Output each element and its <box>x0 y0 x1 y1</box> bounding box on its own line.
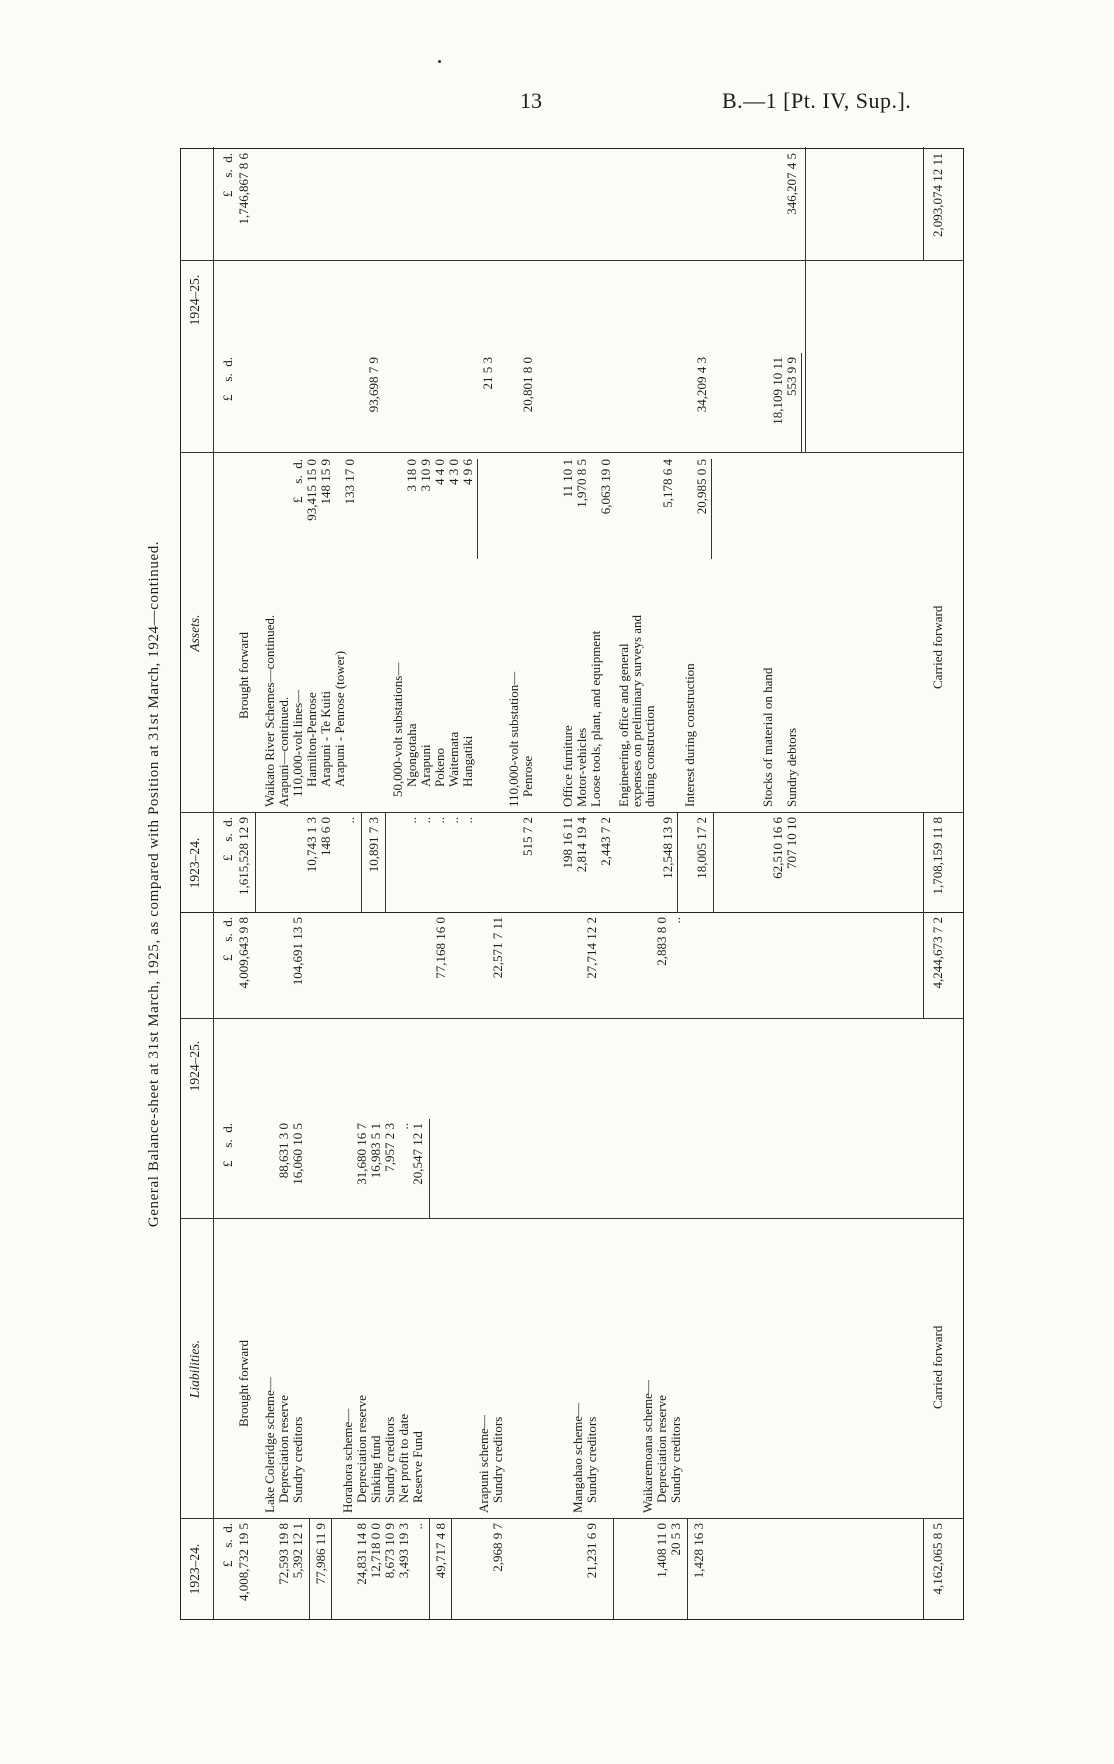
table-cell: 2,883 8 0 <box>654 917 669 966</box>
table-cell: 77,168 16 0 <box>433 917 448 979</box>
table-cell: 3 18 0 <box>404 459 419 492</box>
table-cell: 133 17 0 <box>342 459 357 505</box>
table-cell: 21,231 6 9 <box>584 1523 599 1579</box>
waikato-sub: Arapuni—continued. <box>276 696 291 807</box>
table-cell: Sundry creditors <box>584 1416 599 1503</box>
asset-header-label: Assets. <box>187 614 202 652</box>
table-cell: .. <box>418 817 433 824</box>
currency-header: £ s. d. <box>220 357 235 402</box>
table-cell: 2,968 9 7 <box>490 1523 505 1572</box>
table-cell: 1,970 8 5 <box>574 459 589 508</box>
liab-header-1924: 1923–24. <box>187 1543 202 1595</box>
table-cell: Net profit to date <box>396 1413 411 1503</box>
table-cell: 148 6 0 <box>318 817 333 856</box>
table-cell: 93,415 15 0 <box>304 459 319 521</box>
table-cell: .. <box>460 817 475 824</box>
table-cell: 346,207 4 5 <box>784 153 799 215</box>
table-cell: Sinking fund <box>368 1435 383 1503</box>
table-cell: 72,593 19 8 <box>276 1523 291 1585</box>
table-cell: .. <box>342 817 357 824</box>
currency-header: £ s. d. <box>220 153 235 198</box>
currency-header: £ s. d. <box>220 817 235 862</box>
page-number: 13 <box>520 88 542 113</box>
currency-header: £ s. d. <box>220 1123 235 1168</box>
table-cell: 148 15 9 <box>318 459 333 505</box>
table-cell: Office furniture <box>560 725 575 807</box>
table-cell: 1,408 11 0 <box>654 1523 669 1578</box>
table-cell: 5,178 6 4 <box>660 459 675 508</box>
balance-table <box>180 148 964 1620</box>
table-cell: 49,717 4 8 <box>433 1523 448 1579</box>
liab-bf-label: Brought forward <box>236 1339 251 1427</box>
table-cell: 16,983 5 1 <box>368 1123 383 1179</box>
mangahao-label: Mangahao scheme— <box>570 1402 585 1513</box>
table-cell: Reserve Fund <box>410 1431 425 1503</box>
table-cell: 18,005 17 2 <box>694 817 709 879</box>
table-cell: 2,814 19 4 <box>574 817 589 873</box>
table-cell: 4 3 0 <box>446 459 461 485</box>
table-cell: Sundry creditors <box>490 1416 505 1503</box>
waikato-label: Waikato River Schemes—continued. <box>262 614 277 807</box>
table-cell: 62,510 16 6 <box>770 817 785 879</box>
table-cell: 5,392 12 1 <box>290 1523 305 1579</box>
table-cell: 3,493 19 3 <box>396 1523 411 1579</box>
sheet-title: General Balance-sheet at 31st March, 1925, as compared with Position at 31st March, 1924—continued. <box>146 540 162 1228</box>
table-cell: Sundry creditors <box>382 1416 397 1503</box>
asset-bf-1924: 1,615,528 12 9 <box>236 817 251 895</box>
liab-cf-1924: 4,162,065 8 5 <box>930 1523 945 1595</box>
table-cell: 21 5 3 <box>480 357 495 390</box>
table-cell: 104,691 13 5 <box>290 917 305 986</box>
table-cell: .. <box>410 1523 425 1530</box>
table-cell: .. <box>404 817 419 824</box>
table-cell: 31,680 16 7 <box>354 1123 369 1185</box>
lake-coleridge-label: Lake Coleridge scheme— <box>262 1377 277 1513</box>
liab-cf-label: Carried forward <box>930 1325 945 1409</box>
table-cell: 24,831 14 8 <box>354 1523 369 1585</box>
table-cell: Arapuni - Te Kuiti <box>318 691 333 787</box>
liab-header-1925: 1924–25. <box>187 1040 202 1092</box>
table-cell: 4 9 6 <box>460 459 475 485</box>
asset-header-1924: 1923–24. <box>187 837 202 889</box>
asset-header-1925: 1924–25. <box>187 274 202 326</box>
table-cell: 553 9 9 <box>784 357 799 396</box>
table-cell: Arapuni <box>418 744 433 787</box>
asset-cf-label: Carried forward <box>930 605 945 689</box>
currency-header: £ s. d. <box>220 917 235 962</box>
liab-header-label: Liabilities. <box>187 1339 202 1399</box>
table-cell: Sundry creditors <box>668 1416 683 1503</box>
table-cell: 10,743 1 3 <box>304 817 319 873</box>
table-cell: Interest during construction <box>682 663 697 807</box>
table-cell: .. <box>668 917 683 924</box>
table-cell: 3 10 9 <box>418 459 433 492</box>
table-cell: Waitemata <box>446 731 461 787</box>
table-cell: Hangatiki <box>460 735 475 787</box>
table-cell: 27,714 12 2 <box>584 917 599 979</box>
table-cell: .. <box>396 1123 411 1130</box>
currency-header: £ s. d. <box>220 1523 235 1568</box>
substations-label: 50,000-volt substations— <box>390 662 405 797</box>
table-cell: 4 4 0 <box>432 459 447 485</box>
table-cell: 20,547 12 1 <box>410 1123 425 1185</box>
asset-cf-1924: 1,708,159 11 8 <box>930 817 945 895</box>
table-cell: 20,985 0 5 <box>694 459 709 515</box>
currency-header: £ s. d. <box>290 459 305 504</box>
waikaremoana-label: Waikaremoana scheme— <box>640 1380 655 1513</box>
table-cell: Arapuni - Penrose (tower) <box>332 650 347 787</box>
table-cell: 707 10 10 <box>784 817 799 869</box>
asset-bf-1925: 1,746,867 8 6 <box>236 153 251 225</box>
table-cell: Depreciation reserve <box>354 1395 369 1503</box>
table-cell: Sundry creditors <box>290 1416 305 1503</box>
asset-cf-1925: 2,093,074 12 11 <box>930 153 945 238</box>
table-cell: Depreciation reserve <box>276 1395 291 1503</box>
table-cell: 7,957 2 3 <box>382 1123 397 1172</box>
table-cell: Sundry debtors <box>784 727 799 807</box>
table-cell: .. <box>446 817 461 824</box>
table-cell: 20 5 3 <box>668 1523 683 1556</box>
table-cell: Depreciation reserve <box>654 1395 669 1503</box>
table-cell: 198 16 11 <box>560 817 575 869</box>
table-cell: 2,443 7 2 <box>598 817 613 866</box>
liab-bf-1925: 4,009,643 9 8 <box>236 917 251 989</box>
table-cell: 1,428 16 3 <box>691 1523 706 1579</box>
table-cell: 11 10 1 <box>560 459 575 498</box>
liab-bf-1924: 4,008,732 19 5 <box>236 1523 251 1601</box>
table-cell: 34,209 4 3 <box>694 357 709 413</box>
lines-label: 110,000-volt lines— <box>290 689 305 797</box>
table-cell: Ngongotaha <box>404 723 419 787</box>
arapuni-label: Arapuni scheme— <box>476 1415 491 1513</box>
table-cell: 515 7 2 <box>520 817 535 856</box>
stray-dot <box>438 60 441 63</box>
table-cell: 88,631 3 0 <box>276 1123 291 1179</box>
table-cell: 22,571 7 11 <box>490 917 505 979</box>
liab-cf-1925: 4,244,673 7 2 <box>930 917 945 989</box>
table-cell: 6,063 19 0 <box>598 459 613 515</box>
table-cell: Penrose <box>520 755 535 797</box>
table-cell: Motor-vehicles <box>574 727 589 807</box>
table-cell: 93,698 7 9 <box>366 357 381 413</box>
table-cell: Engineering, office and general expenses on preliminary surveys and during construction <box>616 614 657 807</box>
document-reference: B.—1 [Pt. IV, Sup.]. <box>722 88 912 113</box>
balance-sheet <box>140 148 964 1620</box>
table-cell: 12,718 0 0 <box>368 1523 383 1579</box>
table-cell: 16,060 10 5 <box>290 1123 305 1185</box>
table-cell: Stocks of material on hand <box>760 667 775 807</box>
table-cell: 12,548 13 9 <box>660 817 675 879</box>
horahora-label: Horahora scheme— <box>340 1408 355 1513</box>
table-cell: Pokeno <box>432 748 447 787</box>
table-cell: Loose tools, plant, and equipment <box>588 630 603 807</box>
table-cell: 20,801 8 0 <box>520 357 535 413</box>
table-cell: .. <box>432 817 447 824</box>
table-cell: Hamilton-Penrose <box>304 692 319 787</box>
table-cell: 8,673 10 9 <box>382 1523 397 1579</box>
penrose-label: 110,000-volt substation— <box>506 671 521 807</box>
asset-bf-label: Brought forward <box>236 631 251 719</box>
table-cell: 18,109 10 11 <box>770 357 785 425</box>
table-cell: 10,891 7 3 <box>366 817 381 873</box>
table-cell: 77,986 11 9 <box>313 1523 328 1585</box>
